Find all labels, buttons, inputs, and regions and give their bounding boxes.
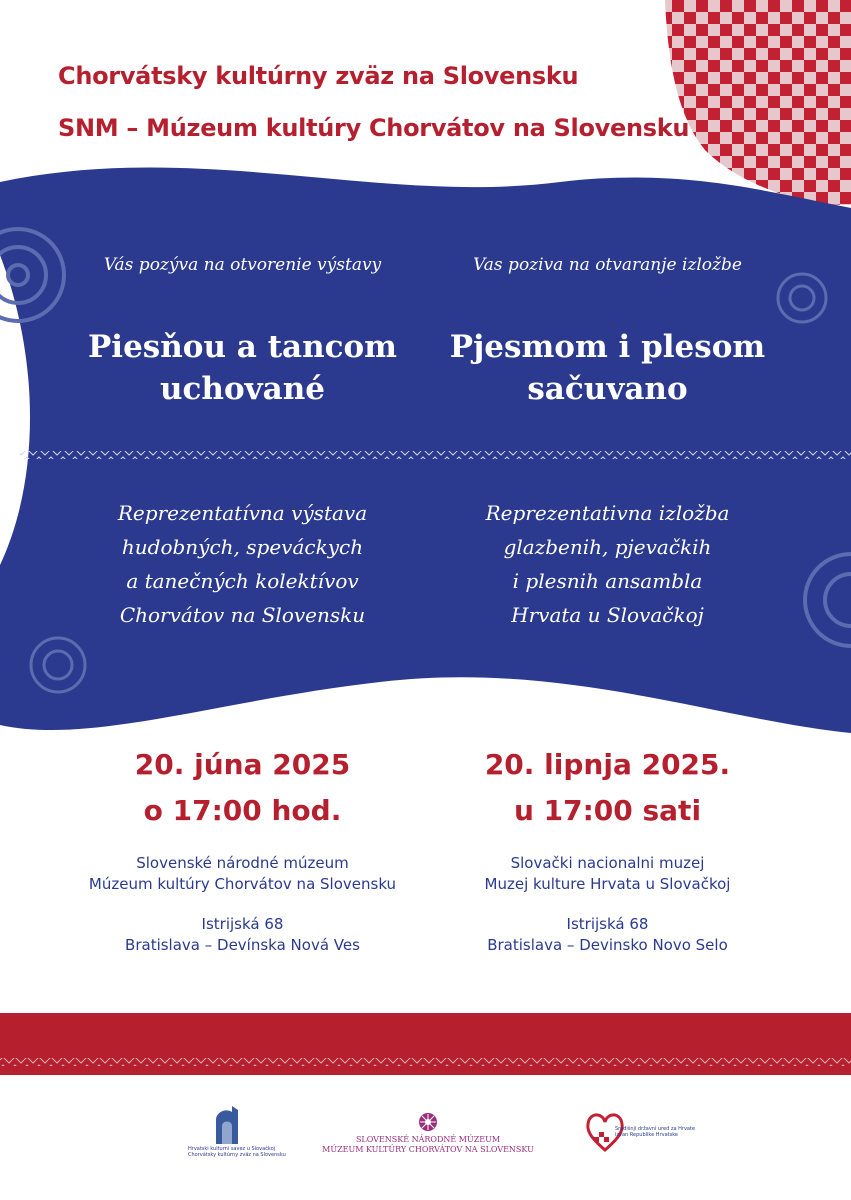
logo-text-line: SLOVENSKÉ NÁRODNÉ MÚZEUM (355, 1135, 501, 1144)
subtitle-line: Reprezentativna izložba (485, 501, 730, 525)
address-line: Istrijská 68 (201, 915, 284, 933)
event-time: u 17:00 sati (513, 794, 702, 827)
venue-line: Muzej kulture Hrvata u Slovačkoj (484, 875, 731, 893)
logo-text-line: Hrvatski kulturni savez u Slovačkoj (188, 1146, 276, 1152)
event-date: 20. júna 2025 (134, 748, 351, 781)
address-line: Istrijská 68 (566, 915, 649, 933)
title-line: Pjesmom i plesom (449, 329, 766, 365)
exhibition-title-hr (395, 326, 820, 410)
subtitle-line: Hrvata u Slovačkoj (511, 603, 704, 627)
red-strip-ornament (0, 1058, 851, 1066)
event-time: o 17:00 hod. (143, 794, 342, 827)
address-line: Bratislava – Devínska Nová Ves (125, 936, 360, 954)
exhibition-title-sk (30, 326, 455, 410)
title-line: Piesňou a tancom (88, 329, 397, 365)
subtitle-line: a tanečných kolektívov (126, 569, 359, 593)
subtitle-line: hudobných, speváckych (121, 535, 364, 559)
event-date: 20. lipnja 2025. (484, 748, 731, 781)
logo-text-line: izvan Republike Hrvatske (615, 1132, 678, 1138)
date-time-sk (30, 742, 455, 834)
logo-text-line: Chorvátsky kultúrny zväz na Slovensku (188, 1152, 286, 1158)
subtitle-line: Chorvátov na Slovensku (119, 603, 366, 627)
address-hr (395, 914, 820, 956)
invite-text-sk: Vás pozýva na otvorenie výstavy (103, 255, 382, 275)
ckz-logo-icon (208, 1106, 248, 1146)
venue-line: Slovenské národné múzeum (136, 854, 349, 872)
snm-logo-text (318, 1135, 538, 1155)
checkered-ornament (665, 0, 851, 205)
venue-line: Slovački nacionalni muzej (510, 854, 705, 872)
venue-hr (395, 853, 820, 895)
address-sk (30, 914, 455, 956)
office-logo-text (615, 1126, 705, 1138)
divider-ornament (20, 451, 851, 459)
title-line: uchované (160, 371, 325, 407)
venue-sk (30, 853, 455, 895)
invite-text-hr: Vas poziva na otvaranje izložbe (473, 255, 742, 275)
venue-line: Múzeum kultúry Chorvátov na Slovensku (88, 875, 397, 893)
ckz-logo (188, 1106, 288, 1158)
snm-logo (318, 1112, 538, 1155)
exhibition-subtitle-sk (30, 496, 455, 632)
logo-text-line: Središnji državni ured za Hrvate (615, 1126, 696, 1132)
organizer-name-2: SNM – Múzeum kultúry Chorvátov na Slovensku (58, 114, 690, 142)
subtitle-line: Reprezentatívna výstava (117, 501, 368, 525)
ckz-logo-text (188, 1146, 288, 1158)
title-line: sačuvano (527, 371, 688, 407)
subtitle-line: glazbenih, pjevačkih (503, 535, 712, 559)
date-time-hr (395, 742, 820, 834)
address-line: Bratislava – Devinsko Novo Selo (487, 936, 728, 954)
organizer-name-1: Chorvátsky kultúrny zväz na Slovensku (58, 62, 579, 90)
subtitle-line: i plesnih ansambla (512, 569, 703, 593)
logo-text-line: MÚZEUM KULTÚRY CHORVÁTOV NA SLOVENSKU (322, 1145, 534, 1154)
exhibition-subtitle-hr (395, 496, 820, 632)
blue-band (0, 168, 851, 733)
snm-flower-icon (418, 1112, 438, 1132)
